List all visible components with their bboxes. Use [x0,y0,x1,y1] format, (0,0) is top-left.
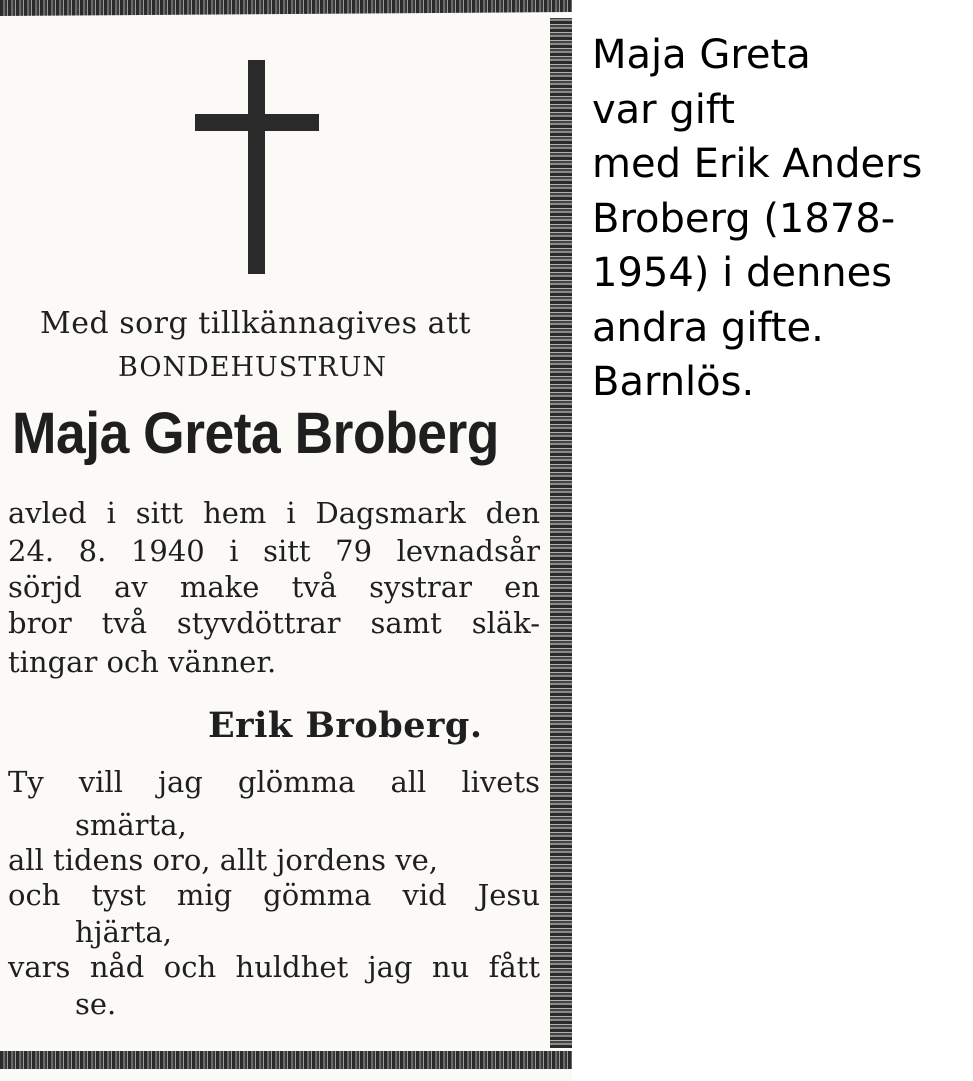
body-line: 24. 8. 1940 i sitt 79 levnadsår [8,534,540,568]
top-border-rule [0,0,572,16]
body-line: bror två styvdöttrar samt släk- [8,606,540,640]
poem-line: all tidens oro, allt jordens ve, [8,843,439,877]
poem-line: smärta, [75,808,187,842]
note-line: 1954) i dennes [592,250,893,296]
note-line: andra gifte. [592,304,824,351]
poem-line: vars nåd och huldhet jag nu fått [8,950,540,984]
cross-icon [195,60,319,274]
right-border-rule [550,18,572,1048]
deceased-title: BONDEHUSTRUN [118,352,387,383]
poem-line: hjärta, [75,915,172,949]
body-line: sörjd av make två systrar en [8,570,540,604]
announcement-intro: Med sorg tillkännagives att [40,306,472,341]
signature: Erik Broberg. [208,705,483,746]
bottom-border-rule [0,1051,572,1069]
side-note [592,28,967,410]
body-line: avled i sitt hem i Dagsmark den [8,496,540,530]
note-line: Maja Greta [592,32,811,78]
poem-line: Ty vill jag glömma all livets [8,765,540,799]
poem-line: se. [75,987,117,1021]
deceased-name: Maja Greta Broberg [12,401,499,466]
note-line: Broberg (1878- [592,195,896,242]
note-line: var gift [592,86,735,133]
poem-line: och tyst mig gömma vid Jesu [8,878,540,912]
body-line: tingar och vänner. [8,645,277,679]
note-line: Barnlös. [592,359,755,405]
note-line: med Erik Anders [592,141,923,187]
